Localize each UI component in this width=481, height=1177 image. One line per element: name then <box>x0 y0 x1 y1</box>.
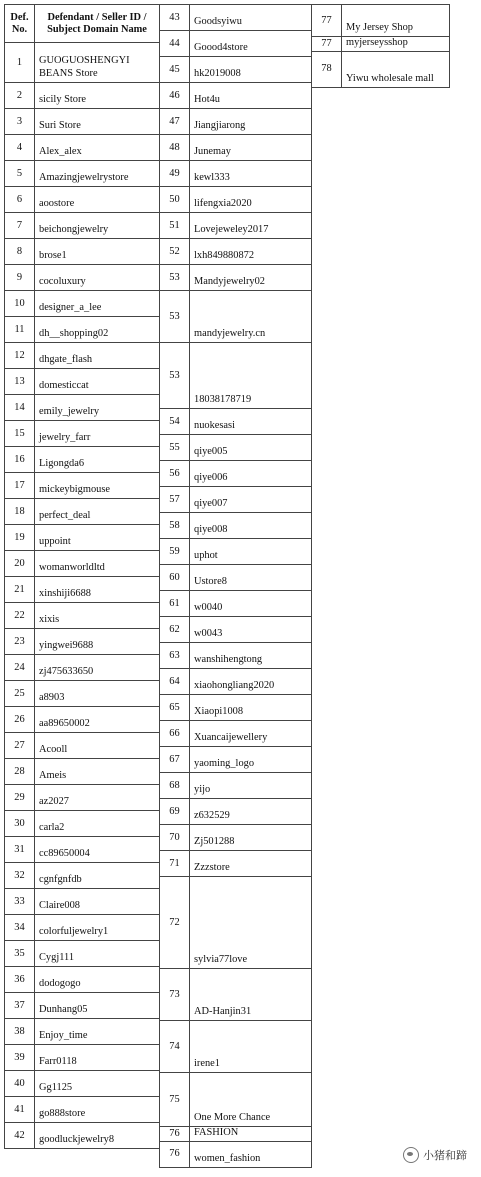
seller-id-cell: women_fashion <box>190 1141 312 1167</box>
def-no-cell: 51 <box>160 213 190 239</box>
seller-id-cell: Farr0118 <box>35 1045 160 1071</box>
def-no-cell: 25 <box>5 681 35 707</box>
table-row <box>160 565 312 591</box>
seller-id-cell: qiye005 <box>190 435 312 461</box>
seller-id-cell: colorfuljewelry1 <box>35 915 160 941</box>
table-row <box>5 811 160 837</box>
seller-id-cell: Ligongda6 <box>35 447 160 473</box>
def-no-cell: 57 <box>160 487 190 513</box>
table-row <box>160 695 312 721</box>
def-no-cell: 76 <box>160 1127 190 1142</box>
seller-id-cell: aoostore <box>35 187 160 213</box>
wechat-icon <box>403 1147 419 1163</box>
header-def-no: Def. No. <box>5 5 35 43</box>
seller-id-cell: Ustore8 <box>190 565 312 591</box>
table-row <box>5 993 160 1019</box>
table-row <box>5 187 160 213</box>
table-row <box>160 291 312 343</box>
table-row <box>5 1019 160 1045</box>
seller-id-cell: My Jersey Shop <box>342 5 450 37</box>
table-row <box>160 721 312 747</box>
def-no-cell: 31 <box>5 837 35 863</box>
def-no-cell: 30 <box>5 811 35 837</box>
def-no-cell: 19 <box>5 525 35 551</box>
def-no-cell: 11 <box>5 317 35 343</box>
seller-id-cell: sylvia77love <box>190 877 312 969</box>
def-no-cell: 77 <box>312 5 342 37</box>
table-row <box>160 57 312 83</box>
table-row <box>5 239 160 265</box>
def-no-cell: 67 <box>160 747 190 773</box>
table-row <box>160 747 312 773</box>
def-no-cell: 43 <box>160 5 190 31</box>
def-no-cell: 9 <box>5 265 35 291</box>
table-row <box>5 291 160 317</box>
seller-id-cell: Acooll <box>35 733 160 759</box>
table-row <box>5 135 160 161</box>
def-no-cell: 36 <box>5 967 35 993</box>
seller-id-cell: yingwei9688 <box>35 629 160 655</box>
table-row <box>5 421 160 447</box>
seller-id-cell: w0040 <box>190 591 312 617</box>
def-no-cell: 75 <box>160 1073 190 1127</box>
def-no-cell: 77 <box>312 37 342 52</box>
seller-id-cell: Gg1125 <box>35 1071 160 1097</box>
def-no-cell: 63 <box>160 643 190 669</box>
def-no-cell: 60 <box>160 565 190 591</box>
seller-id-cell: zj475633650 <box>35 655 160 681</box>
table-row <box>160 239 312 265</box>
def-no-cell: 38 <box>5 1019 35 1045</box>
def-no-cell: 22 <box>5 603 35 629</box>
seller-id-cell: lxh849880872 <box>190 239 312 265</box>
def-no-cell: 28 <box>5 759 35 785</box>
def-no-cell: 56 <box>160 461 190 487</box>
seller-id-cell: Amazingjewelrystore <box>35 161 160 187</box>
seller-id-cell: Ameis <box>35 759 160 785</box>
seller-id-cell: dhgate_flash <box>35 343 160 369</box>
seller-id-cell: Xuancaijewellery <box>190 721 312 747</box>
seller-id-cell: Suri Store <box>35 109 160 135</box>
table-row <box>5 681 160 707</box>
def-no-cell: 55 <box>160 435 190 461</box>
seller-id-cell: Alex_alex <box>35 135 160 161</box>
table-row <box>160 187 312 213</box>
def-no-cell: 44 <box>160 31 190 57</box>
table-row <box>5 837 160 863</box>
def-no-cell: 23 <box>5 629 35 655</box>
table-row <box>5 317 160 343</box>
def-no-cell: 33 <box>5 889 35 915</box>
seller-id-cell: xixis <box>35 603 160 629</box>
table-row <box>160 1141 312 1167</box>
seller-id-cell: uphot <box>190 539 312 565</box>
table-row <box>160 109 312 135</box>
def-no-cell: 20 <box>5 551 35 577</box>
table-row <box>160 539 312 565</box>
seller-id-cell: Yiwu wholesale mall <box>342 51 450 87</box>
def-no-cell: 53 <box>160 343 190 409</box>
def-no-cell: 24 <box>5 655 35 681</box>
seller-id-cell: yaoming_logo <box>190 747 312 773</box>
seller-id-cell: kewl333 <box>190 161 312 187</box>
def-no-cell: 15 <box>5 421 35 447</box>
seller-id-cell: Claire008 <box>35 889 160 915</box>
seller-id-cell: nuokesasi <box>190 409 312 435</box>
def-no-cell: 16 <box>5 447 35 473</box>
def-no-cell: 53 <box>160 265 190 291</box>
table-row <box>160 409 312 435</box>
table-row <box>5 577 160 603</box>
def-no-cell: 52 <box>160 239 190 265</box>
def-no-cell: 65 <box>160 695 190 721</box>
def-no-cell: 76 <box>160 1141 190 1167</box>
table-row <box>160 1127 312 1142</box>
table-row <box>160 513 312 539</box>
table-row <box>160 969 312 1021</box>
def-no-cell: 40 <box>5 1071 35 1097</box>
table-row <box>5 733 160 759</box>
table-row <box>5 785 160 811</box>
table-row <box>5 967 160 993</box>
table-row <box>5 629 160 655</box>
seller-id-cell: Junemay <box>190 135 312 161</box>
table-row <box>5 265 160 291</box>
def-no-cell: 45 <box>160 57 190 83</box>
seller-id-cell: cc89650004 <box>35 837 160 863</box>
table-row <box>160 1073 312 1127</box>
def-no-cell: 46 <box>160 83 190 109</box>
defendant-table-right <box>311 4 450 88</box>
seller-id-cell: Zj501288 <box>190 825 312 851</box>
def-no-cell: 64 <box>160 669 190 695</box>
def-no-cell: 61 <box>160 591 190 617</box>
def-no-cell: 58 <box>160 513 190 539</box>
table-row <box>5 889 160 915</box>
seller-id-cell: emily_jewelry <box>35 395 160 421</box>
seller-id-cell: lifengxia2020 <box>190 187 312 213</box>
table-row <box>160 213 312 239</box>
def-no-cell: 74 <box>160 1021 190 1073</box>
table-row <box>5 759 160 785</box>
table-row <box>5 395 160 421</box>
seller-id-cell: w0043 <box>190 617 312 643</box>
seller-id-cell: myjerseysshop <box>342 37 450 52</box>
def-no-cell: 17 <box>5 473 35 499</box>
def-no-cell: 71 <box>160 851 190 877</box>
defendant-table-middle <box>159 4 312 1168</box>
table-row <box>160 135 312 161</box>
seller-id-cell: mickeybigmouse <box>35 473 160 499</box>
seller-id-cell: mandyjewelry.cn <box>190 291 312 343</box>
table-row <box>160 825 312 851</box>
def-no-cell: 18 <box>5 499 35 525</box>
seller-id-cell: yijo <box>190 773 312 799</box>
seller-id-cell: brose1 <box>35 239 160 265</box>
seller-id-cell: Goodsyiwu <box>190 5 312 31</box>
seller-id-cell: designer_a_lee <box>35 291 160 317</box>
table-row <box>312 5 450 37</box>
def-no-cell: 6 <box>5 187 35 213</box>
seller-id-cell: Xiaopi1008 <box>190 695 312 721</box>
table-row <box>5 1071 160 1097</box>
table-row <box>5 43 160 83</box>
table-row <box>5 603 160 629</box>
table-row <box>5 525 160 551</box>
table-row <box>160 487 312 513</box>
def-no-cell: 2 <box>5 83 35 109</box>
seller-id-cell: wanshihengtong <box>190 643 312 669</box>
seller-id-cell: hk2019008 <box>190 57 312 83</box>
table-row <box>160 851 312 877</box>
table-row <box>5 655 160 681</box>
seller-id-cell: beichongjewelry <box>35 213 160 239</box>
def-no-cell: 70 <box>160 825 190 851</box>
seller-id-cell: z632529 <box>190 799 312 825</box>
seller-id-cell: FASHION <box>190 1127 312 1142</box>
seller-id-cell: One More Chance <box>190 1073 312 1127</box>
seller-id-cell: Goood4store <box>190 31 312 57</box>
seller-id-cell: Cygj111 <box>35 941 160 967</box>
table-row <box>160 5 312 31</box>
def-no-cell: 50 <box>160 187 190 213</box>
table-row <box>5 499 160 525</box>
def-no-cell: 41 <box>5 1097 35 1123</box>
def-no-cell: 37 <box>5 993 35 1019</box>
seller-id-cell: aa89650002 <box>35 707 160 733</box>
def-no-cell: 48 <box>160 135 190 161</box>
seller-id-cell: AD-Hanjin31 <box>190 969 312 1021</box>
seller-id-cell: sicily Store <box>35 83 160 109</box>
def-no-cell: 4 <box>5 135 35 161</box>
seller-id-cell: irene1 <box>190 1021 312 1073</box>
seller-id-cell: go888store <box>35 1097 160 1123</box>
def-no-cell: 27 <box>5 733 35 759</box>
table-row <box>5 473 160 499</box>
table-row <box>160 461 312 487</box>
def-no-cell: 68 <box>160 773 190 799</box>
seller-id-cell: cgnfgnfdb <box>35 863 160 889</box>
table-row <box>5 369 160 395</box>
table-row <box>312 51 450 87</box>
table-row <box>5 213 160 239</box>
table-row <box>160 1021 312 1073</box>
table-row <box>5 863 160 889</box>
table-row <box>160 617 312 643</box>
def-no-cell: 1 <box>5 43 35 83</box>
table-row <box>5 343 160 369</box>
def-no-cell: 73 <box>160 969 190 1021</box>
table-row <box>5 1097 160 1123</box>
table-row <box>5 161 160 187</box>
def-no-cell: 12 <box>5 343 35 369</box>
table-row <box>5 83 160 109</box>
seller-id-cell: womanworldltd <box>35 551 160 577</box>
watermark <box>403 1147 467 1163</box>
table-row <box>160 31 312 57</box>
seller-id-cell: xinshiji6688 <box>35 577 160 603</box>
table-row <box>5 1123 160 1149</box>
seller-id-cell: jewelry_farr <box>35 421 160 447</box>
def-no-cell: 53 <box>160 291 190 343</box>
seller-id-cell: Lovejeweley2017 <box>190 213 312 239</box>
def-no-cell: 34 <box>5 915 35 941</box>
table-row <box>5 447 160 473</box>
table-row <box>5 1045 160 1071</box>
def-no-cell: 21 <box>5 577 35 603</box>
def-no-cell: 72 <box>160 877 190 969</box>
table-row <box>160 265 312 291</box>
seller-id-cell: carla2 <box>35 811 160 837</box>
header-defendant: Defendant / Seller ID / Subject Domain Name <box>35 5 160 43</box>
def-no-cell: 3 <box>5 109 35 135</box>
seller-id-cell: dh__shopping02 <box>35 317 160 343</box>
table-row <box>5 941 160 967</box>
def-no-cell: 47 <box>160 109 190 135</box>
table-row <box>160 591 312 617</box>
table-row <box>160 799 312 825</box>
def-no-cell: 26 <box>5 707 35 733</box>
seller-id-cell: Hot4u <box>190 83 312 109</box>
seller-id-cell: Zzzstore <box>190 851 312 877</box>
seller-id-cell: Jiangjiarong <box>190 109 312 135</box>
seller-id-cell: xiaohongliang2020 <box>190 669 312 695</box>
seller-id-cell: goodluckjewelry8 <box>35 1123 160 1149</box>
def-no-cell: 78 <box>312 51 342 87</box>
table-row <box>160 435 312 461</box>
table-row <box>160 773 312 799</box>
seller-id-cell: qiye007 <box>190 487 312 513</box>
seller-id-cell: perfect_deal <box>35 499 160 525</box>
def-no-cell: 13 <box>5 369 35 395</box>
seller-id-cell: GUOGUOSHENGYI BEANS Store <box>35 43 160 83</box>
table-row <box>5 707 160 733</box>
seller-id-cell: uppoint <box>35 525 160 551</box>
seller-id-cell: Mandyjewelry02 <box>190 265 312 291</box>
def-no-cell: 49 <box>160 161 190 187</box>
seller-id-cell: qiye006 <box>190 461 312 487</box>
table-row <box>160 83 312 109</box>
watermark-text: 小猪和蹄 <box>423 1149 467 1162</box>
seller-id-cell: domesticcat <box>35 369 160 395</box>
seller-id-cell: Dunhang05 <box>35 993 160 1019</box>
def-no-cell: 14 <box>5 395 35 421</box>
seller-id-cell: cocoluxury <box>35 265 160 291</box>
def-no-cell: 29 <box>5 785 35 811</box>
def-no-cell: 66 <box>160 721 190 747</box>
def-no-cell: 35 <box>5 941 35 967</box>
defendant-table-left <box>4 4 160 1149</box>
table-row <box>5 915 160 941</box>
table-row <box>160 343 312 409</box>
seller-id-cell: dodogogo <box>35 967 160 993</box>
table-row <box>5 109 160 135</box>
seller-id-cell: a8903 <box>35 681 160 707</box>
def-no-cell: 62 <box>160 617 190 643</box>
table-row <box>160 877 312 969</box>
def-no-cell: 10 <box>5 291 35 317</box>
table-row <box>160 669 312 695</box>
seller-id-cell: az2027 <box>35 785 160 811</box>
def-no-cell: 7 <box>5 213 35 239</box>
table-row <box>160 643 312 669</box>
seller-id-cell: qiye008 <box>190 513 312 539</box>
def-no-cell: 8 <box>5 239 35 265</box>
seller-id-cell: Enjoy_time <box>35 1019 160 1045</box>
def-no-cell: 5 <box>5 161 35 187</box>
table-row <box>312 37 450 52</box>
table-row <box>5 551 160 577</box>
def-no-cell: 39 <box>5 1045 35 1071</box>
def-no-cell: 59 <box>160 539 190 565</box>
def-no-cell: 42 <box>5 1123 35 1149</box>
def-no-cell: 54 <box>160 409 190 435</box>
table-row <box>160 161 312 187</box>
def-no-cell: 32 <box>5 863 35 889</box>
seller-id-cell: 18038178719 <box>190 343 312 409</box>
def-no-cell: 69 <box>160 799 190 825</box>
